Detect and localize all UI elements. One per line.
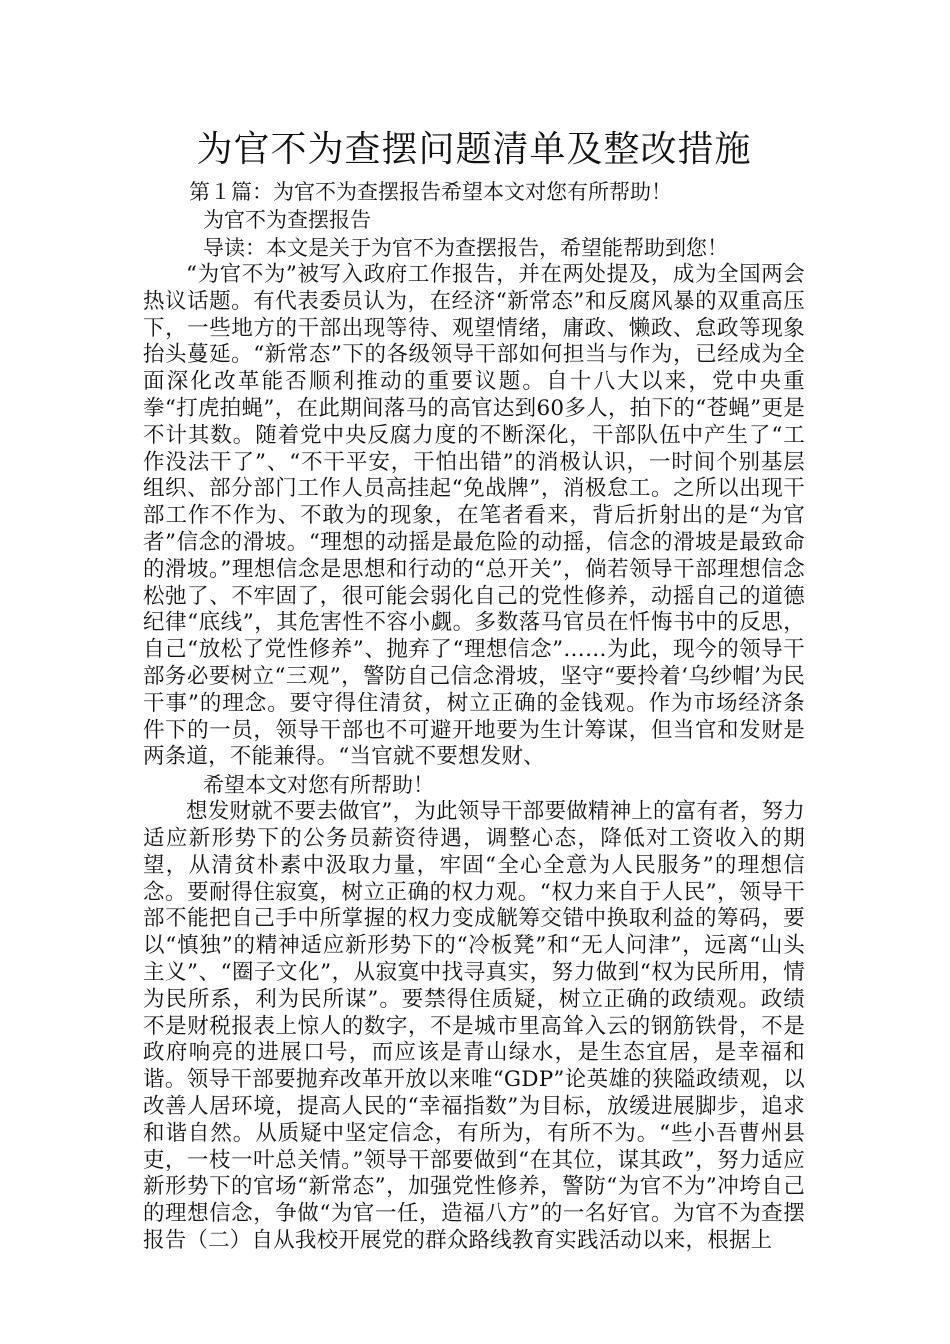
report-title: 为官不为查摆报告: [203, 208, 371, 232]
body-paragraph-1: “为官不为”被写入政府工作报告，并在两处提及，成为全国两会热议话题。有代表委员认为，在经济“新常态”和反腐风暴的双重高压下，一些地方的干部出现等待、观望情绪，庸政、懒政、怠政等现象抬头蔓延。“新常态”下的各级领导干部如何担当与作为，已经成为全面深化改革能否顺利推动的重要议题。自十八大以来，党中央重拳“打虎拍蝇”，在此期间落马的高官达到60多人，拍下的“苍蝇”更是不计其数。随着党中央反腐力度的不断深化，干部队伍中产生了“工作没法干了”、“不干平安，干怕出错”的消极认识，一时间个别基层组织、部分部门工作人员高挂起“免战牌”，消极怠工。之所以出现干部工作不作为、不敢为的现象，在笔者看来，背后折射出的是“为官者”信念的滑坡。“理想的动摇是最危险的动摇，信念的滑坡是最致命的滑坡。”理想信念是思想和行动的“总开关”，倘若领导干部理想信念松弛了、不牢固了，很可能会弱化自己的党性修养，动摇自己的道德纪律“底线”，其危害性不容小觑。多数落马官员在忏悔书中的反思，自己“放松了党性修养”、抛弃了“理想信念”……为此，现今的领导干部务必要树立“三观”，警防自己信念滑坡，坚守“要拎着‘乌纱帽’为民干事”的理念。要守得住清贫，树立正确的金钱观。作为市场经济条件下的一员，领导干部也不可避开地要为生计筹谋，但当官和发财是两条道，不能兼得。“当官就不要想发财、: [143, 262, 805, 770]
hope-line: 希望本文对您有所帮助！: [203, 773, 434, 798]
body-paragraph-2: 想发财就不要去做官”，为此领导干部要做精神上的富有者，努力适应新形势下的公务员薪资待遇，调整心态，降低对工资收入的期望，从清贫朴素中汲取力量，牢固“全心全意为人民服务”的理想信念。要耐得住寂寞，树立正确的权力观。“权力来自于人民”，领导干部不能把自己手中所掌握的权力变成觥筹交错中换取利益的筹码，要以“慎独”的精神适应新形势下的“冷板凳”和“无人问津”，远离“山头主义”、“圈子文化”，从寂寞中找寻真实，努力做到“权为民所用，情为民所系，利为民所谋”。要禁得住质疑，树立正确的政绩观。政绩不是财税报表上惊人的数字，不是城市里高耸入云的钢筋铁骨，不是政府响亮的进展口号，而应该是青山绿水，是生态宜居，是幸福和谐。领导干部要抛弃改革开放以来唯“GDP”论英雄的狭隘政绩观，以改善人居环境，提高人民的“幸福指数”为目标，放缓进展脚步，追求和谐自然。从质疑中坚定信念，有所为，有所不为。“些小吾曹州县吏，一枝一叶总关情。”领导干部要做到“在其位，谋其政”，努力适应新形势下的官场“新常态”，加强党性修养，警防“为官不为”冲垮自己的理想信念，争做“为官一任，造福八方”的一名好官。为官不为查摆报告（二）自从我校开展党的群众路线教育实践活动以来，根据上: [143, 799, 805, 1253]
document-page: [143, 124, 805, 1255]
chapter-heading: 第１篇：为官不为查摆报告希望本文对您有所帮助！: [189, 180, 672, 204]
intro-line: 导读：本文是关于为官不为查摆报告，希望能帮助到您！: [203, 236, 728, 260]
document-title: 为官不为查摆问题清单及整改措施: [196, 129, 752, 170]
